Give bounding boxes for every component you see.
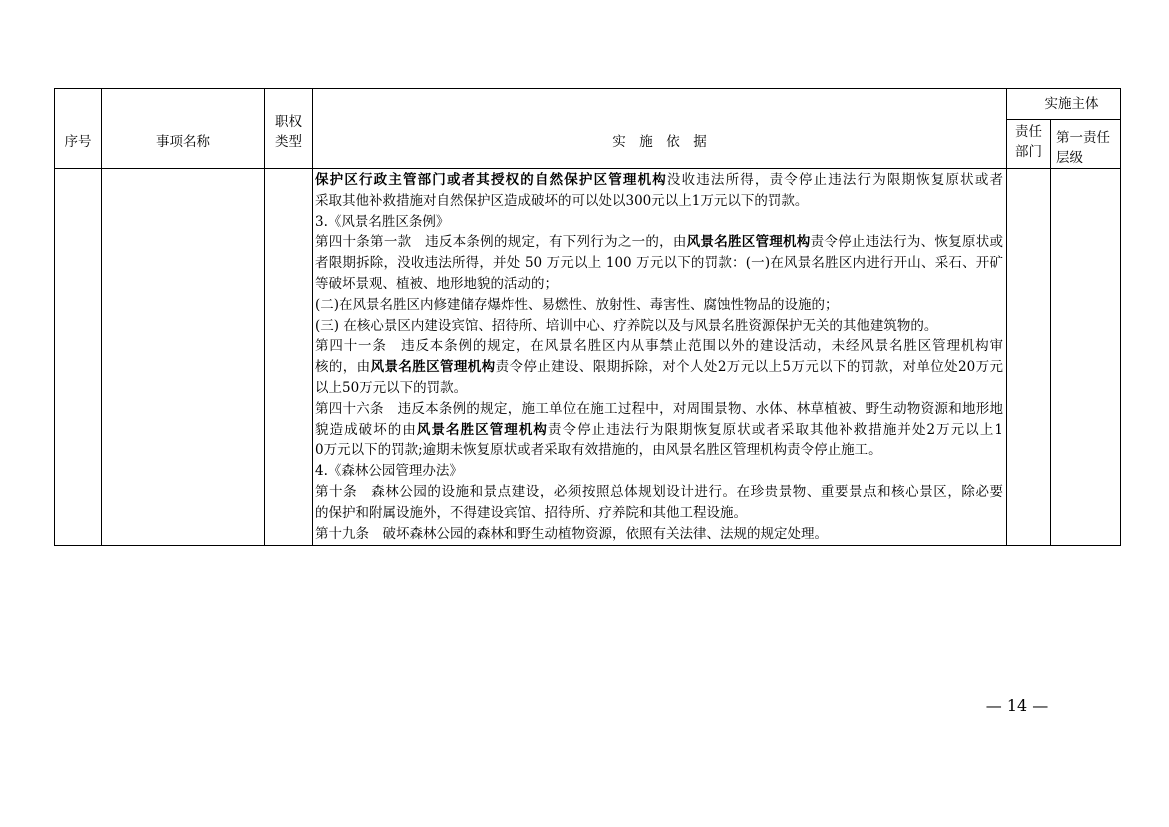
basis-line: [315, 461, 1003, 482]
basis-text-segment: 第四十一条 违反本条例的规定，在风景名胜区内从事禁止范围以外的建设活动，未经风景名胜区管理机构审: [315, 338, 1003, 355]
basis-text-segment: 以上50万元以下的罚款。: [315, 379, 468, 396]
basis-text-segment: 3.《风景名胜区条例》: [315, 213, 450, 230]
basis-emphasis-text: 风景名胜区管理机构: [416, 421, 548, 438]
basis-line: [315, 420, 1003, 441]
basis-line: [315, 170, 1003, 191]
header-level-line: 层级: [1056, 150, 1083, 166]
table-row: [55, 169, 1121, 546]
basis-line: [315, 336, 1003, 357]
header-power-type-line: 职权: [275, 114, 302, 130]
cell-basis: [313, 169, 1007, 546]
basis-text-segment: 貌造成破坏的由: [315, 421, 417, 438]
basis-line: [315, 503, 1003, 524]
header-basis: [313, 89, 1007, 169]
basis-text-segment: 的保护和附属设施外，不得建设宾馆、招待所、疗养院和其他工程设施。: [315, 504, 747, 521]
header-item-name: [102, 89, 265, 169]
basis-text-segment: 采取其他补救措施对自然保护区造成破坏的可以处以300元以上1万元以下的罚款。: [315, 192, 809, 209]
header-subject-label: 实施主体: [1044, 96, 1099, 112]
basis-text-segment: 第四十六条 违反本条例的规定，施工单位在施工过程中，对周围景物、水体、林草植被、野生动物资源和地形地: [315, 400, 1003, 417]
header-row: [55, 89, 1121, 120]
header-basis-label: 实 施 依 据: [612, 134, 707, 150]
basis-text-segment: 第四十条第一款 违反本条例的规定，有下列行为之一的，由: [315, 234, 687, 251]
basis-line: [315, 357, 1003, 378]
cell-level: [1051, 169, 1121, 546]
header-level: [1051, 120, 1121, 169]
basis-text-segment: 等破坏景观、植被、地形地貌的活动的；: [315, 275, 558, 292]
header-power-type-line: 类型: [275, 134, 302, 150]
basis-emphasis-text: 风景名胜区管理机构: [686, 234, 811, 251]
header-seq: [55, 89, 102, 169]
basis-text-segment: 4.《森林公园管理办法》: [315, 463, 463, 480]
header-subject: [1007, 89, 1121, 120]
basis-line: [315, 524, 1003, 545]
header-seq-label: 序号: [64, 134, 92, 150]
basis-text-segment: (三) 在核心景区内建设宾馆、招待所、培训中心、疗养院以及与风景名胜资源保护无关的其他建筑物的。: [315, 317, 938, 334]
basis-line: [315, 232, 1003, 253]
basis-line: [315, 378, 1003, 399]
basis-line: [315, 440, 1003, 461]
basis-line: [315, 399, 1003, 420]
cell-seq: [55, 169, 102, 546]
basis-text-segment: (二)在风景名胜区内修建储存爆炸性、易燃性、放射性、毒害性、腐蚀性物品的设施的；: [315, 296, 839, 313]
basis-line: [315, 295, 1003, 316]
basis-line: [315, 253, 1003, 274]
cell-item-name: [102, 169, 265, 546]
header-item-name-label: 事项名称: [156, 134, 210, 150]
basis-line: [315, 191, 1003, 212]
cell-dept: [1007, 169, 1051, 546]
basis-line: [315, 316, 1003, 337]
basis-text: [315, 170, 1003, 544]
basis-text-segment: 0万元以下的罚款;逾期未恢复原状或者采取有效措施的，由风景名胜区管理机构责令停止施工。: [315, 442, 882, 459]
basis-line: [315, 212, 1003, 233]
basis-text-segment: 第十条 森林公园的设施和景点建设，必须按照总体规划设计进行。在珍贵景物、重要景点和核心景区，除必要: [315, 483, 1003, 500]
basis-text-segment: 没收违法所得，责令停止违法行为限期恢复原状或者: [666, 172, 1003, 188]
basis-emphasis-text: 保护区行政主管部门或者其授权的自然保护区管理机构: [315, 172, 667, 188]
basis-text-segment: 核的，由: [315, 359, 371, 376]
basis-text-segment: 责令停止建设、限期拆除，对个人处2万元以上5万元以下的罚款，对单位处20万元: [495, 359, 1003, 376]
implementation-table: [54, 88, 1121, 546]
basis-text-segment: 者限期拆除，没收违法所得，并处 50 万元以上 100 万元以下的罚款：(一)在风景名胜区内进行开山、采石、开矿: [315, 255, 1003, 272]
basis-text-segment: 第十九条 破坏森林公园的森林和野生动植物资源，依照有关法律、法规的规定处理。: [315, 525, 828, 542]
basis-line: [315, 274, 1003, 295]
header-dept: [1007, 120, 1051, 169]
header-power-type: [265, 89, 313, 169]
basis-line: [315, 482, 1003, 503]
header-level-line: 第一责任: [1056, 130, 1110, 146]
cell-power-type: [265, 169, 313, 546]
basis-text-segment: 责令停止违法行为、恢复原状或: [810, 234, 1003, 251]
basis-text-segment: 责令停止违法行为限期恢复原状或者采取其他补救措施并处2万元以上1: [547, 421, 1003, 438]
page-number: — 14 —: [985, 696, 1049, 715]
header-dept-line: 责任: [1015, 124, 1042, 140]
basis-emphasis-text: 风景名胜区管理机构: [370, 359, 496, 376]
header-dept-line: 部门: [1015, 144, 1042, 160]
